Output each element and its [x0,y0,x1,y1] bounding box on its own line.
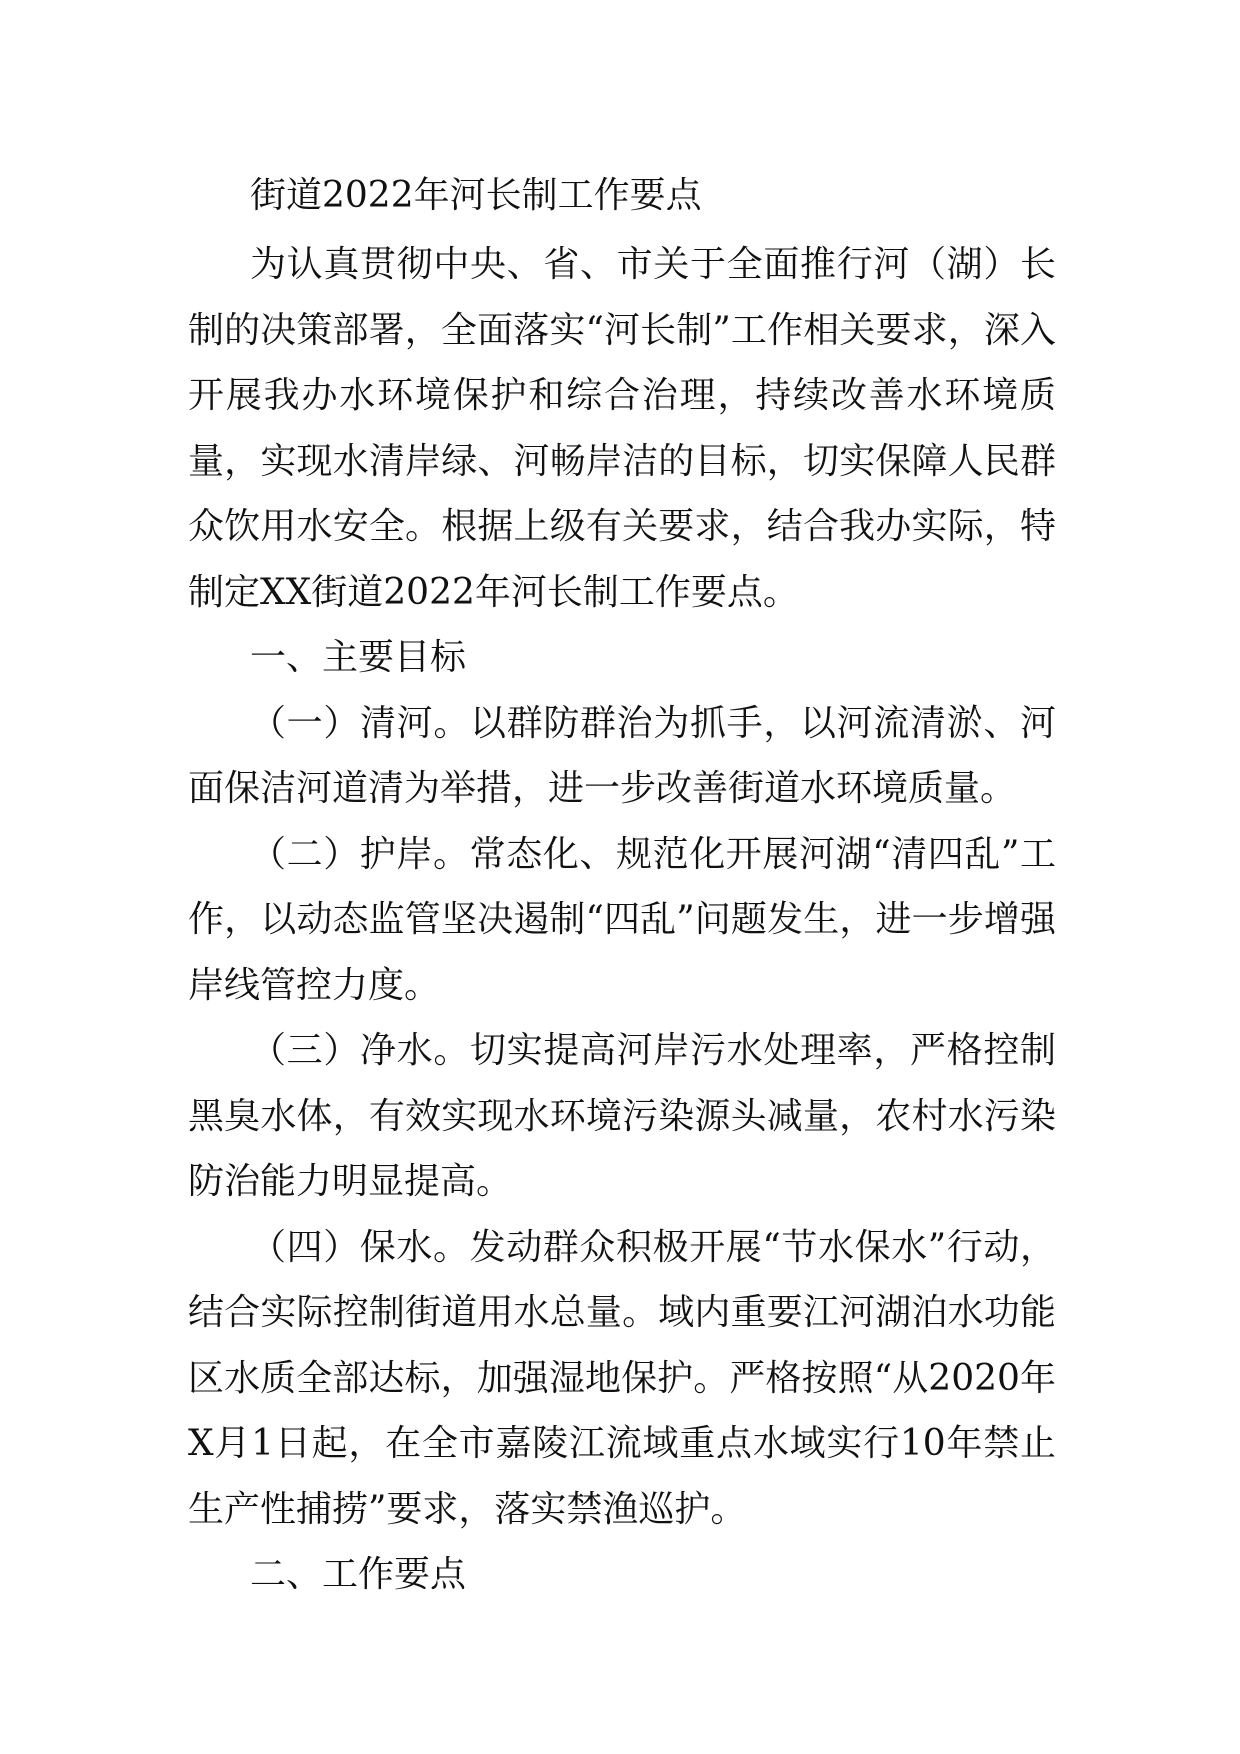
document-body [188,232,1056,1608]
section-heading-work-points: 二、工作要点 [250,1554,467,1595]
goal-paragraph-preserve-water: （四）保水。发动群众积极开展“节水保水”行动，结合实际控制街道用水总量。域内重要江河湖泊水功能区水质全部达标，加强湿地保护。严格按照“从2020年X月1日起，在全市嘉陵江流域重点水域实行10年禁止生产性捕捞”要求，落实禁渔巡护。 [188,1226,1056,1530]
document-title: 街道2022年河长制工作要点 [250,175,702,216]
intro-paragraph: 为认真贯彻中央、省、市关于全面推行河（湖）长制的决策部署，全面落实“河长制”工作相关要求，深入开展我办水环境保护和综合治理，持续改善水环境质量，实现水清岸绿、河畅岸洁的目标，切实保障人民群众饮用水安全。根据上级有关要求，结合我办实际，特制定XX街道2022年河长制工作要点。 [188,244,1056,613]
goal-paragraph-protect-bank: （二）护岸。常态化、规范化开展河湖“清四乱”工作，以动态监管坚决遏制“四乱”问题发生，进一步增强岸线管控力度。 [188,833,1056,1006]
goal-paragraph-clean-river: （一）清河。以群防群治为抓手，以河流清淤、河面保洁河道清为举措，进一步改善街道水环境质量。 [188,702,1056,809]
goal-paragraph-purify-water: （三）净水。切实提高河岸污水处理率，严格控制黑臭水体，有效实现水环境污染源头减量，农村水污染防治能力明显提高。 [188,1030,1056,1202]
section-heading-main-goals: 一、主要目标 [250,637,467,678]
